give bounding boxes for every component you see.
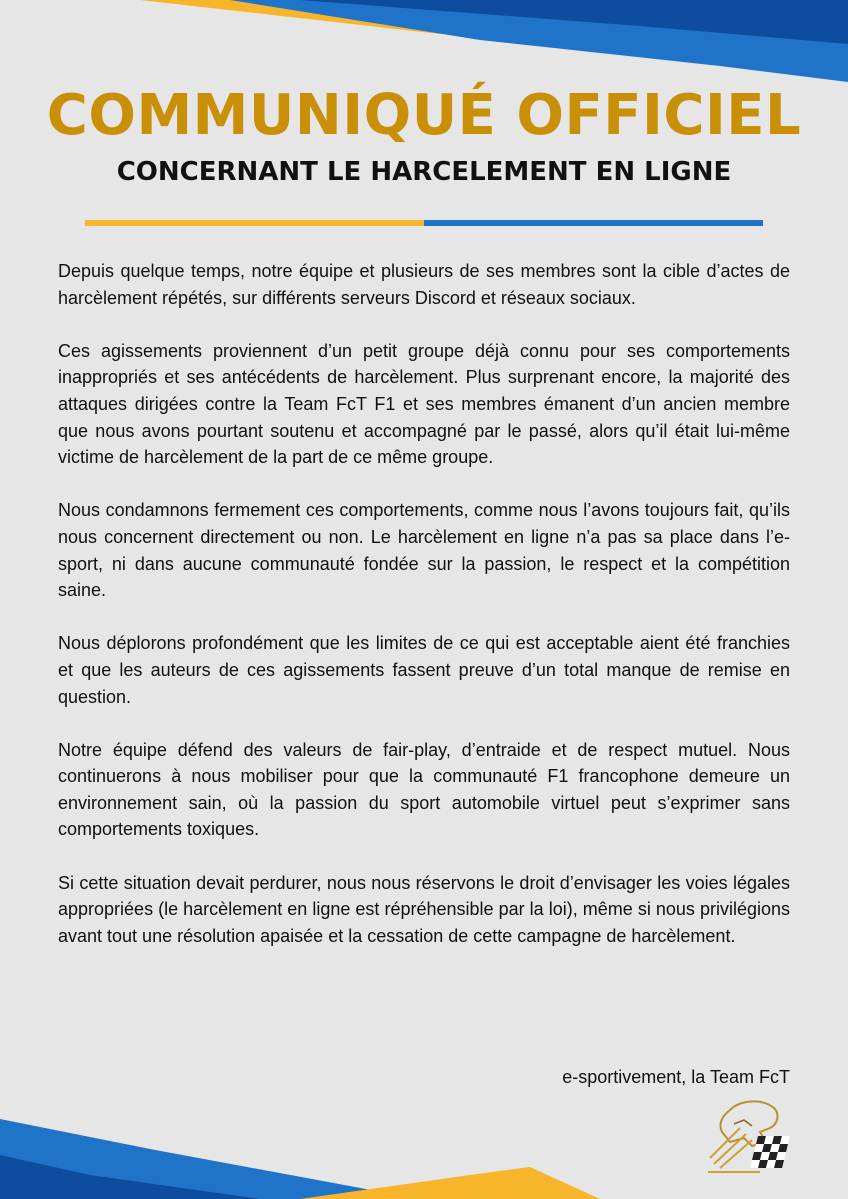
paragraph-4: Nous déplorons profondément que les limites de ce qui est acceptable aient été franchies et que les auteurs de ces agissements fassent preuve d’un total manque de remise en question. xyxy=(58,633,790,707)
statement-body xyxy=(58,258,790,976)
page-subtitle: CONCERNANT LE HARCELEMENT EN LIGNE xyxy=(116,157,732,187)
page-title: COMMUNIQUÉ OFFICIEL xyxy=(46,83,802,148)
signature: e-sportivement, la Team FcT xyxy=(562,1067,790,1087)
divider-blue xyxy=(424,220,763,226)
divider-yellow xyxy=(85,220,424,226)
paragraph-5: Notre équipe défend des valeurs de fair-play, d’entraide et de respect mutuel. Nous continuerons à nous mobiliser pour que la communauté F1 francophone demeure un environnement sain, où la passion du sport automobile virtuel peut s’exprimer sans comportements toxiques. xyxy=(58,739,790,840)
paragraph-6: Si cette situation devait perdurer, nous nous réservons le droit d’envisager les voies légales appropriées (le harcèlement en ligne est répréhensible par la loi), même si nous privilégions avant tout une résolution apaisée et la cessation de cette campagne de harcèlement. xyxy=(58,872,790,946)
paragraph-3: Nous condamnons fermement ces comportements, comme nous l’avons toujours fait, qu’ils nous concernent directement ou non. Le harcèlement en ligne n’a pas sa place dans l’e-sport, ni dans aucune communauté fondée sur la passion, le respect et la compétition saine. xyxy=(58,500,790,601)
header-decoration xyxy=(0,0,848,90)
paragraph-2: Ces agissements proviennent d’un petit groupe déjà connu pour ses comportements inappropriés et ses antécédents de harcèlement. Plus surprenant encore, la majorité des attaques dirigées contre la Team FcT F1 et ses membres émanent d’un ancien membre que nous avons pourtant soutenu et accompagné par le passé, alors qu’il était lui-même victime de harcèlement de la part de ce même groupe. xyxy=(58,340,790,468)
team-logo-icon xyxy=(700,1098,804,1178)
paragraph-1: Depuis quelque temps, notre équipe et plusieurs de ses membres sont la cible d’actes de harcèlement répétés, sur différents serveurs Discord et réseaux sociaux. xyxy=(58,261,790,308)
